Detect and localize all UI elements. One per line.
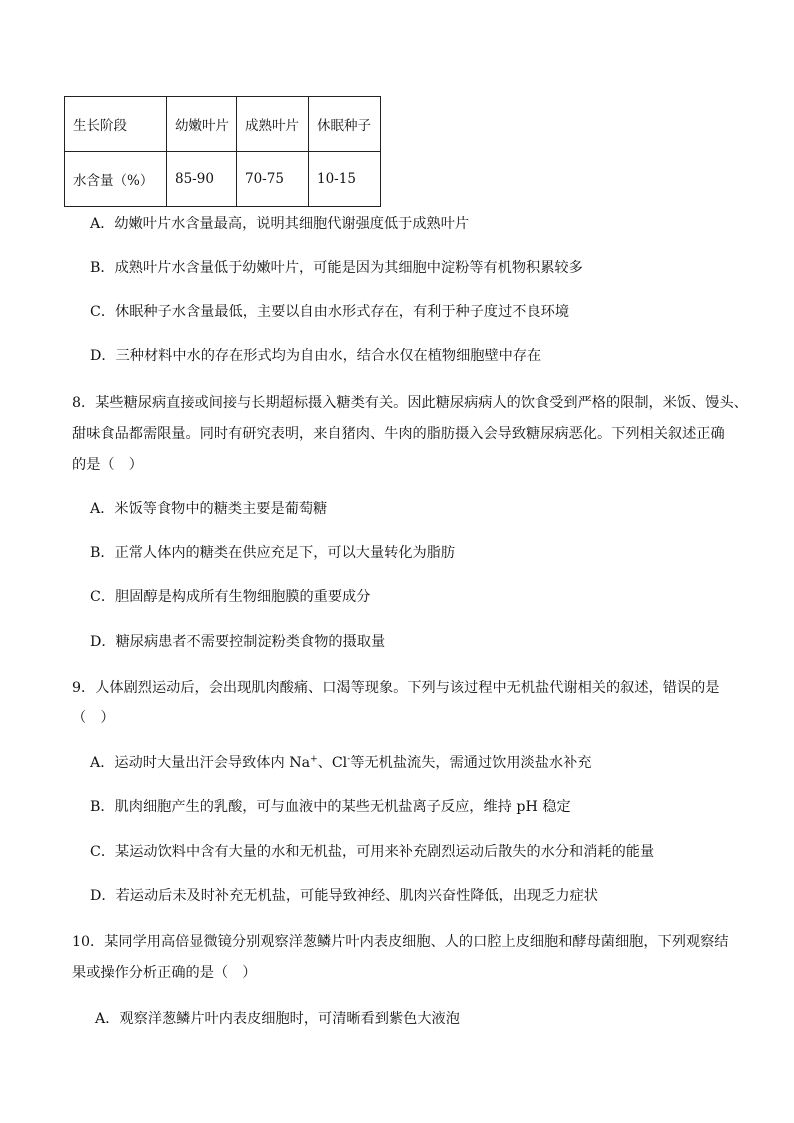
q10-option-a: A．观察洋葱鳞片叶内表皮细胞时，可清晰看到紫色大液泡 — [95, 1011, 460, 1027]
q8-stem-line: 的是（ ） — [72, 457, 143, 473]
water-content-table — [64, 96, 381, 207]
q7-option-a: A．幼嫩叶片水含量最高，说明其细胞代谢强度低于成熟叶片 — [90, 216, 470, 232]
table-row — [65, 152, 381, 207]
q10-stem-line: 10．某同学用高倍显微镜分别观察洋葱鳞片叶内表皮细胞、人的口腔上皮细胞和酵母菌细胞，下列观察结 — [72, 934, 729, 950]
q7-option-b: B．成熟叶片水含量低于幼嫩叶片，可能是因为其细胞中淀粉等有机物积累较多 — [90, 260, 583, 276]
q9-option-a: A．运动时大量出汗会导致体内 Na+、Cl-等无机盐流失，需通过饮用淡盐水补充 — [90, 754, 592, 771]
table-cell: 10-15 — [309, 152, 381, 207]
q9-option-d: D．若运动后未及时补充无机盐，可能导致神经、肌肉兴奋性降低，出现乏力症状 — [90, 888, 598, 904]
q10-stem-line: 果或操作分析正确的是（ ） — [72, 965, 257, 981]
q9-stem-line: （ ） — [72, 710, 115, 726]
table-cell: 生长阶段 — [65, 97, 167, 152]
table-cell: 休眠种子 — [309, 97, 381, 152]
q8-option-d: D．糖尿病患者不需要控制淀粉类食物的摄取量 — [90, 634, 386, 650]
table-cell: 85-90 — [167, 152, 237, 207]
q8-stem-line: 甜味食品都需限量。同时有研究表明，来自猪肉、牛肉的脂肪摄入会导致糖尿病恶化。下列相关叙述正确 — [72, 426, 725, 442]
q8-stem-line: 8．某些糖尿病直接或间接与长期超标摄入糖类有关。因此糖尿病病人的饮食受到严格的限制，米饭、馒头、 — [72, 395, 748, 411]
q9-option-b: B．肌肉细胞产生的乳酸，可与血液中的某些无机盐离子反应，维持 pH 稳定 — [90, 799, 571, 815]
table-header-row — [65, 97, 381, 152]
table-cell: 成熟叶片 — [237, 97, 309, 152]
q8-option-a: A．米饭等食物中的糖类主要是葡萄糖 — [90, 501, 328, 517]
table-cell: 70-75 — [237, 152, 309, 207]
q8-option-b: B．正常人体内的糖类在供应充足下，可以大量转化为脂肪 — [90, 545, 456, 561]
q7-option-c: C．休眠种子水含量最低，主要以自由水形式存在，有利于种子度过不良环境 — [90, 304, 570, 320]
q7-option-d: D．三种材料中水的存在形式均为自由水，结合水仅在植物细胞壁中存在 — [90, 348, 542, 364]
q9-option-c: C．某运动饮料中含有大量的水和无机盐，可用来补充剧烈运动后散失的水分和消耗的能量 — [90, 844, 655, 860]
q9-stem-line: 9．人体剧烈运动后，会出现肌肉酸痛、口渴等现象。下列与该过程中无机盐代谢相关的叙述，错误的是 — [72, 680, 720, 696]
table-cell: 幼嫩叶片 — [167, 97, 237, 152]
q8-option-c: C．胆固醇是构成所有生物细胞膜的重要成分 — [90, 589, 371, 605]
table-cell: 水含量（%） — [65, 152, 167, 207]
